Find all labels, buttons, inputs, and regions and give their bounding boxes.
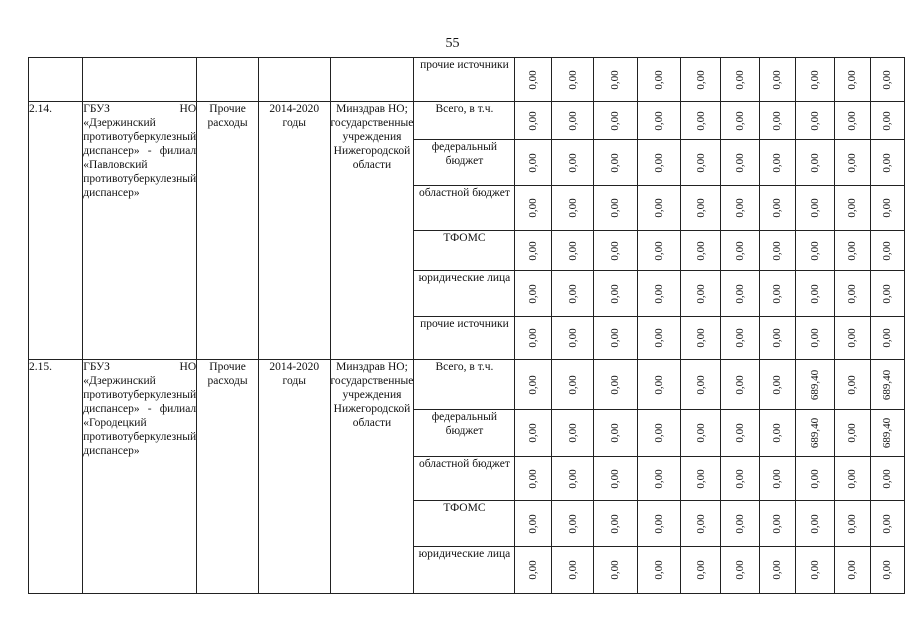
amount-value: 0,00 [527, 560, 540, 580]
amount-cell [759, 317, 795, 360]
amount-value: 689,40 [881, 417, 894, 449]
amount-value: 0,00 [527, 328, 540, 348]
amount-value: 0,00 [808, 240, 821, 261]
amount-cell [515, 457, 552, 501]
amount-cell [870, 271, 904, 317]
amount-value: 0,00 [527, 110, 540, 131]
amount-cell [795, 102, 834, 140]
amount-cell [515, 410, 552, 457]
amount-value: 0,00 [771, 198, 784, 218]
amount-value: 0,00 [566, 240, 579, 261]
amount-cell [721, 547, 760, 594]
amount-value: 0,00 [566, 69, 579, 90]
amount-value: 0,00 [771, 423, 784, 443]
funding-source: прочие источники [414, 58, 515, 102]
amount-cell [637, 360, 681, 410]
amount-value: 0,00 [609, 240, 622, 261]
amount-cell [515, 58, 552, 102]
amount-value: 0,00 [846, 152, 859, 173]
amount-value: 0,00 [609, 328, 622, 348]
amount-cell [637, 501, 681, 547]
amount-value: 0,00 [846, 110, 859, 131]
amount-cell [552, 140, 594, 186]
amount-value: 0,00 [527, 69, 540, 90]
funding-source: Всего, в т.ч. [414, 360, 515, 410]
table-row [29, 102, 905, 140]
amount-value: 0,00 [652, 513, 665, 534]
funding-source: прочие источники [414, 317, 515, 360]
expense-type: Прочие расходы [197, 360, 259, 594]
executor: Минздрав НО; государственные учреждения Нижегородской области [330, 102, 414, 360]
amount-cell [834, 501, 870, 547]
amount-value: 0,00 [566, 152, 579, 173]
amount-value: 0,00 [733, 513, 746, 534]
amount-value: 0,00 [566, 110, 579, 131]
table-row [29, 360, 905, 410]
amount-cell [870, 140, 904, 186]
amount-value: 0,00 [733, 152, 746, 173]
amount-cell [834, 186, 870, 231]
amount-value: 0,00 [846, 69, 859, 90]
amount-value: 0,00 [652, 198, 665, 218]
amount-cell [552, 501, 594, 547]
amount-cell [795, 457, 834, 501]
amount-value: 0,00 [652, 283, 665, 304]
amount-cell [795, 58, 834, 102]
amount-cell [834, 140, 870, 186]
amount-cell [552, 186, 594, 231]
amount-value: 0,00 [733, 110, 746, 131]
amount-value: 0,00 [566, 560, 579, 580]
amount-value: 0,00 [771, 468, 784, 489]
amount-cell [681, 457, 721, 501]
amount-value: 0,00 [652, 110, 665, 131]
amount-value: 0,00 [652, 468, 665, 489]
expense-type: Прочие расходы [197, 102, 259, 360]
amount-cell [594, 102, 638, 140]
amount-cell [759, 271, 795, 317]
amount-cell [759, 231, 795, 271]
amount-cell [721, 501, 760, 547]
amount-cell [637, 102, 681, 140]
amount-value: 0,00 [652, 152, 665, 173]
amount-value: 0,00 [808, 152, 821, 173]
funding-source: юридические лица [414, 547, 515, 594]
amount-cell [637, 317, 681, 360]
amount-value: 0,00 [881, 513, 894, 534]
amount-value: 0,00 [609, 283, 622, 304]
amount-cell [637, 547, 681, 594]
amount-value: 0,00 [609, 560, 622, 580]
period: 2014-2020 годы [258, 360, 330, 594]
amount-value: 0,00 [652, 69, 665, 90]
amount-value: 0,00 [846, 374, 859, 395]
amount-cell [515, 501, 552, 547]
amount-cell [721, 457, 760, 501]
amount-value: 0,00 [846, 513, 859, 534]
executor: Минздрав НО; государственные учреждения Нижегородской области [330, 360, 414, 594]
amount-value: 0,00 [527, 240, 540, 261]
amount-cell [681, 102, 721, 140]
amount-cell [515, 271, 552, 317]
amount-value: 0,00 [694, 110, 707, 131]
amount-value: 0,00 [652, 560, 665, 580]
amount-cell [870, 547, 904, 594]
amount-value: 0,00 [694, 328, 707, 348]
amount-cell [834, 547, 870, 594]
amount-cell [552, 547, 594, 594]
amount-value: 0,00 [771, 69, 784, 90]
amount-cell [552, 271, 594, 317]
amount-cell [870, 58, 904, 102]
amount-cell [795, 317, 834, 360]
amount-cell [759, 410, 795, 457]
amount-value: 0,00 [846, 240, 859, 261]
amount-cell [552, 317, 594, 360]
amount-value: 0,00 [566, 374, 579, 395]
amount-cell [721, 186, 760, 231]
amount-cell [795, 271, 834, 317]
amount-cell [795, 360, 834, 410]
amount-cell [721, 140, 760, 186]
amount-cell [721, 102, 760, 140]
amount-value: 0,00 [881, 198, 894, 218]
amount-value: 0,00 [808, 198, 821, 218]
amount-value: 0,00 [694, 198, 707, 218]
amount-value: 0,00 [733, 468, 746, 489]
amount-value: 0,00 [694, 240, 707, 261]
amount-value: 0,00 [527, 513, 540, 534]
amount-value: 689,40 [808, 417, 821, 449]
amount-cell [681, 231, 721, 271]
amount-cell [721, 271, 760, 317]
amount-cell [594, 360, 638, 410]
amount-cell [594, 186, 638, 231]
amount-value: 0,00 [566, 423, 579, 443]
amount-value: 0,00 [771, 110, 784, 131]
amount-value: 0,00 [881, 328, 894, 348]
amount-cell [681, 140, 721, 186]
funding-source: Всего, в т.ч. [414, 102, 515, 140]
amount-value: 0,00 [527, 283, 540, 304]
amount-value: 0,00 [609, 468, 622, 489]
amount-value: 0,00 [609, 198, 622, 218]
institution-name: ГБУЗ НО «Дзержинский противотуберкулезный диспансер» - филиал «Павловский противотуберкулезный диспансер» [83, 102, 197, 360]
amount-cell [795, 140, 834, 186]
amount-cell [681, 271, 721, 317]
amount-cell [795, 410, 834, 457]
amount-cell [834, 360, 870, 410]
amount-value: 0,00 [881, 468, 894, 489]
table-row [29, 58, 905, 102]
amount-value: 0,00 [609, 110, 622, 131]
amount-cell [870, 102, 904, 140]
amount-cell [759, 102, 795, 140]
amount-cell [515, 317, 552, 360]
amount-cell [721, 58, 760, 102]
amount-value: 0,00 [527, 468, 540, 489]
amount-value: 0,00 [652, 328, 665, 348]
empty-name-cell [83, 58, 197, 102]
amount-cell [637, 457, 681, 501]
amount-value: 0,00 [733, 374, 746, 395]
amount-cell [721, 360, 760, 410]
amount-value: 0,00 [527, 374, 540, 395]
page-number: 55 [445, 36, 460, 51]
amount-value: 689,40 [808, 369, 821, 400]
amount-value: 0,00 [527, 198, 540, 218]
amount-value: 0,00 [609, 423, 622, 443]
amount-value: 0,00 [566, 468, 579, 489]
amount-cell [552, 231, 594, 271]
amount-value: 0,00 [846, 283, 859, 304]
amount-value: 0,00 [566, 513, 579, 534]
amount-cell [870, 231, 904, 271]
funding-source: областной бюджет [414, 457, 515, 501]
budget-table [28, 57, 905, 594]
amount-value: 0,00 [808, 69, 821, 90]
funding-source: федеральный бюджет [414, 140, 515, 186]
funding-source: ТФОМС [414, 231, 515, 271]
amount-value: 0,00 [694, 152, 707, 173]
amount-cell [870, 457, 904, 501]
amount-cell [870, 501, 904, 547]
amount-cell [637, 140, 681, 186]
amount-cell [515, 102, 552, 140]
amount-value: 0,00 [808, 513, 821, 534]
amount-value: 0,00 [881, 283, 894, 304]
amount-value: 0,00 [609, 513, 622, 534]
amount-cell [515, 140, 552, 186]
period: 2014-2020 годы [258, 102, 330, 360]
amount-value: 0,00 [771, 283, 784, 304]
amount-cell [870, 186, 904, 231]
amount-value: 0,00 [808, 468, 821, 489]
amount-value: 0,00 [652, 374, 665, 395]
amount-value: 0,00 [609, 374, 622, 395]
amount-cell [681, 410, 721, 457]
amount-value: 0,00 [733, 198, 746, 218]
amount-value: 0,00 [846, 560, 859, 580]
amount-value: 0,00 [733, 283, 746, 304]
amount-cell [681, 360, 721, 410]
amount-cell [870, 317, 904, 360]
amount-cell [552, 102, 594, 140]
amount-cell [594, 410, 638, 457]
amount-value: 0,00 [808, 110, 821, 131]
amount-value: 0,00 [846, 423, 859, 443]
amount-cell [721, 317, 760, 360]
amount-value: 0,00 [881, 152, 894, 173]
amount-value: 0,00 [733, 328, 746, 348]
amount-cell [721, 410, 760, 457]
amount-cell [834, 231, 870, 271]
amount-value: 0,00 [609, 152, 622, 173]
amount-value: 0,00 [652, 423, 665, 443]
amount-cell [515, 547, 552, 594]
amount-value: 0,00 [694, 283, 707, 304]
amount-cell [594, 317, 638, 360]
amount-value: 0,00 [694, 374, 707, 395]
amount-cell [834, 102, 870, 140]
amount-cell [552, 360, 594, 410]
amount-value: 0,00 [881, 110, 894, 131]
amount-cell [834, 410, 870, 457]
amount-cell [834, 58, 870, 102]
amount-value: 0,00 [733, 69, 746, 90]
amount-value: 0,00 [846, 328, 859, 348]
item-number: 2.15. [29, 360, 83, 594]
amount-cell [552, 410, 594, 457]
amount-cell [594, 231, 638, 271]
amount-value: 0,00 [771, 513, 784, 534]
empty-period-cell [258, 58, 330, 102]
empty-type-cell [197, 58, 259, 102]
amount-cell [552, 58, 594, 102]
amount-cell [594, 140, 638, 186]
amount-cell [515, 186, 552, 231]
amount-cell [515, 360, 552, 410]
amount-cell [681, 547, 721, 594]
amount-value: 0,00 [694, 423, 707, 443]
amount-cell [721, 231, 760, 271]
funding-source: юридические лица [414, 271, 515, 317]
amount-value: 0,00 [771, 374, 784, 395]
amount-value: 0,00 [733, 560, 746, 580]
amount-value: 0,00 [694, 513, 707, 534]
amount-cell [594, 58, 638, 102]
amount-cell [795, 231, 834, 271]
amount-value: 0,00 [652, 240, 665, 261]
amount-cell [834, 457, 870, 501]
amount-cell [637, 410, 681, 457]
amount-value: 0,00 [527, 423, 540, 443]
amount-value: 0,00 [609, 69, 622, 90]
amount-cell [637, 231, 681, 271]
funding-source: областной бюджет [414, 186, 515, 231]
amount-cell [759, 547, 795, 594]
amount-value: 0,00 [771, 152, 784, 173]
amount-cell [795, 501, 834, 547]
amount-value: 0,00 [566, 283, 579, 304]
amount-value: 0,00 [808, 560, 821, 580]
amount-value: 0,00 [566, 198, 579, 218]
amount-value: 0,00 [694, 468, 707, 489]
amount-value: 0,00 [694, 560, 707, 580]
amount-cell [759, 360, 795, 410]
amount-value: 0,00 [881, 560, 894, 580]
amount-cell [834, 317, 870, 360]
institution-name: ГБУЗ НО «Дзержинский противотуберкулезный диспансер» - филиал «Городецкий противотуберкулезный диспансер» [83, 360, 197, 594]
amount-cell [870, 360, 904, 410]
funding-source: федеральный бюджет [414, 410, 515, 457]
amount-cell [870, 410, 904, 457]
amount-value: 689,40 [881, 369, 894, 400]
amount-cell [594, 271, 638, 317]
amount-value: 0,00 [771, 328, 784, 348]
empty-executor-cell [330, 58, 414, 102]
amount-value: 0,00 [771, 560, 784, 580]
amount-cell [637, 58, 681, 102]
funding-source: ТФОМС [414, 501, 515, 547]
amount-cell [759, 140, 795, 186]
amount-cell [594, 457, 638, 501]
amount-cell [759, 501, 795, 547]
amount-cell [681, 186, 721, 231]
amount-value: 0,00 [808, 328, 821, 348]
amount-cell [795, 547, 834, 594]
amount-cell [594, 501, 638, 547]
amount-cell [681, 58, 721, 102]
amount-cell [681, 501, 721, 547]
amount-cell [552, 457, 594, 501]
amount-value: 0,00 [881, 69, 894, 90]
amount-cell [515, 231, 552, 271]
amount-cell [681, 317, 721, 360]
amount-cell [759, 457, 795, 501]
amount-cell [834, 271, 870, 317]
amount-cell [759, 58, 795, 102]
amount-value: 0,00 [527, 152, 540, 173]
amount-value: 0,00 [881, 240, 894, 261]
amount-value: 0,00 [846, 468, 859, 489]
amount-value: 0,00 [846, 198, 859, 218]
amount-cell [637, 271, 681, 317]
amount-cell [594, 547, 638, 594]
amount-value: 0,00 [733, 240, 746, 261]
amount-cell [759, 186, 795, 231]
amount-cell [795, 186, 834, 231]
amount-value: 0,00 [733, 423, 746, 443]
item-number: 2.14. [29, 102, 83, 360]
amount-cell [637, 186, 681, 231]
empty-number-cell [29, 58, 83, 102]
amount-value: 0,00 [808, 283, 821, 304]
amount-value: 0,00 [694, 69, 707, 90]
amount-value: 0,00 [566, 328, 579, 348]
amount-value: 0,00 [771, 240, 784, 261]
